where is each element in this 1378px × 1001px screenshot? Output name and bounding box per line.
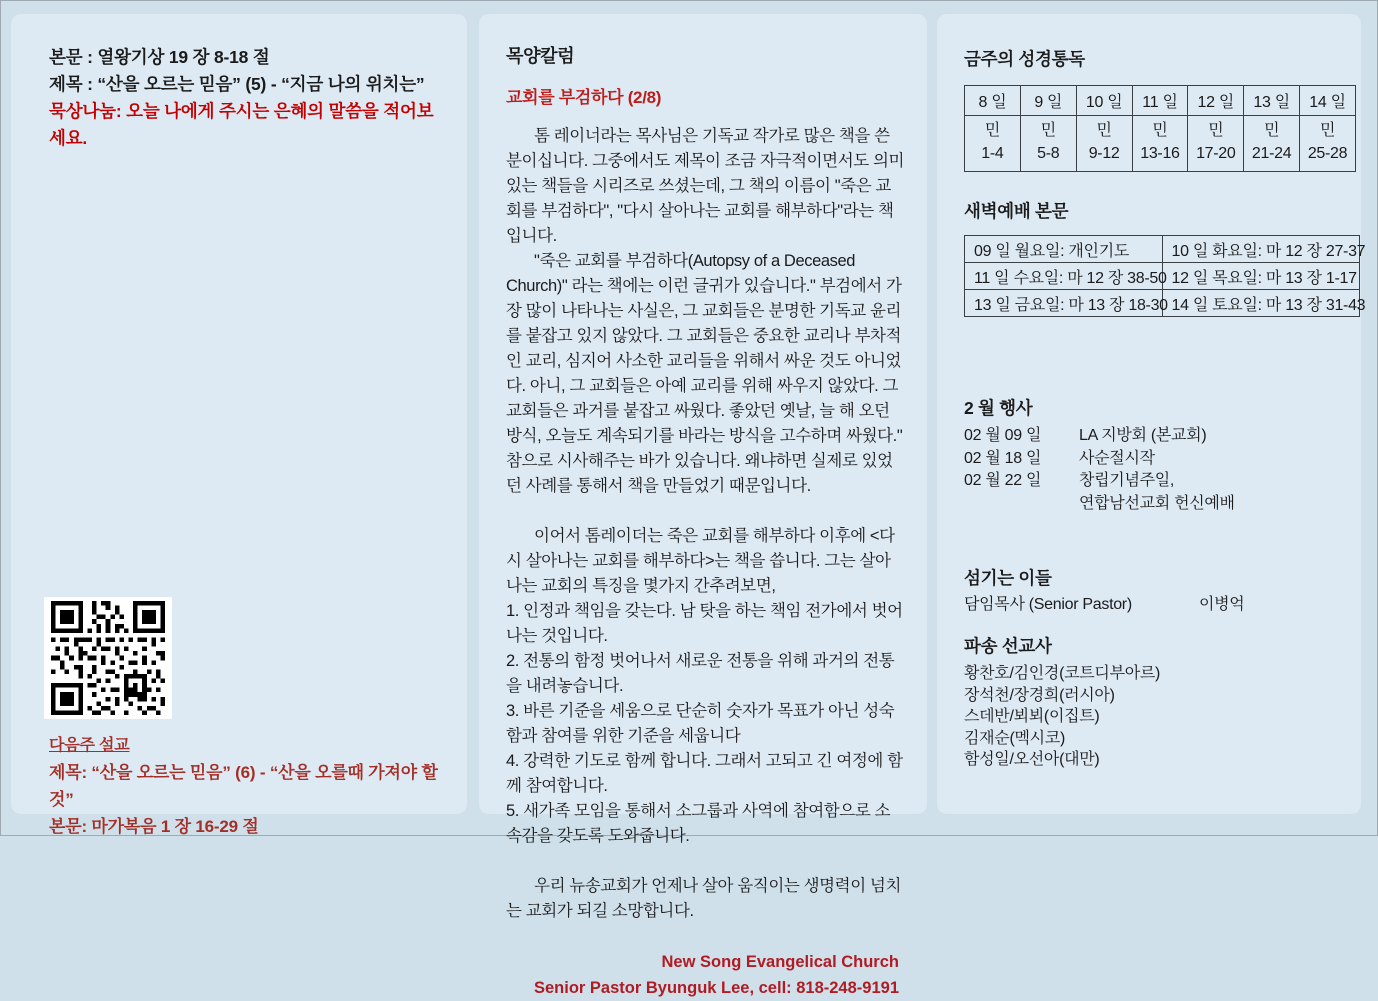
dawn-cell: 10 일 화요일: 마 12 장 27-37 — [1162, 236, 1360, 263]
event-date: 02 월 09 일 — [964, 427, 1042, 444]
article-body — [506, 124, 905, 924]
reading-passage: 민 13-16 — [1132, 116, 1188, 172]
reading-passage: 민 25-28 — [1300, 116, 1356, 172]
reading-day: 8 일 — [965, 86, 1021, 116]
missionary-item: 함성일/오선아(대만) — [964, 751, 1100, 768]
pastor-contact: Senior Pastor Byunguk Lee, cell: 818-248-9191 — [534, 979, 899, 997]
missionary-list — [964, 663, 1347, 771]
servant-name: 이병억 — [1199, 596, 1245, 613]
reading-passage-row — [965, 116, 1356, 172]
qr-code — [44, 597, 172, 719]
sermon-title: 제목 : “산을 오르는 믿음” (5) - “지금 나의 위치는” — [49, 74, 425, 94]
reading-passage: 민 5-8 — [1020, 116, 1076, 172]
reading-day: 11 일 — [1132, 86, 1188, 116]
servant-role: 담임목사 (Senior Pastor) — [964, 596, 1132, 613]
paragraph-gap — [506, 849, 905, 874]
dawn-row — [965, 263, 1360, 290]
dawn-cell: 12 일 목요일: 마 13 장 1-17 — [1162, 263, 1360, 290]
dawn-cell: 13 일 금요일: 마 13 장 18-30 — [965, 290, 1163, 317]
column-heading: 목양칼럼 — [506, 46, 575, 66]
reading-passage: 민 21-24 — [1244, 116, 1300, 172]
event-desc: 창립기념주일, 연합남선교회 헌신예배 — [1079, 472, 1235, 512]
event-row — [964, 470, 1347, 515]
article-paragraph: 이어서 톰레이더는 죽은 교회를 해부하다 이후에 <다시 살아나는 교회를 해부하다>는 책을 씁니다. 그는 살아나는 교회의 특징을 몇가지 간추려보면, — [506, 527, 895, 595]
sermon-scripture: 본문 : 열왕기상 19 장 8-18 절 — [49, 47, 270, 67]
event-row — [964, 448, 1347, 471]
dawn-cell: 14 일 토요일: 마 13 장 31-43 — [1162, 290, 1360, 317]
next-week-scripture: 본문: 마가복음 1 장 16-29 절 — [49, 817, 259, 836]
dawn-row — [965, 290, 1360, 317]
dawn-cell: 11 일 수요일: 마 12 장 38-50 — [965, 263, 1163, 290]
reading-day: 14 일 — [1300, 86, 1356, 116]
article-title: 교회를 부검하다 (2/8) — [506, 88, 662, 107]
left-page — [11, 14, 467, 836]
center-page — [479, 14, 927, 997]
right-page — [937, 14, 1366, 814]
article-list-item: 2. 전통의 함정 벗어나서 새로운 전통을 위해 과거의 전통을 내려놓습니다. — [506, 652, 895, 695]
missionary-item: 장석천/장경희(러시아) — [964, 686, 1115, 704]
missionaries-heading: 파송 선교사 — [964, 636, 1052, 656]
reading-passage: 민 1-4 — [965, 116, 1021, 172]
reading-day: 9 일 — [1020, 86, 1076, 116]
article-paragraph: "죽은 교회를 부검하다(Autopsy of a Deceased Church)" 라는 책에는 이런 글귀가 있습니다." 부검에서 가장 많이 나타나는 사실은, 그 교회들은 분명한 기독교 윤리를 붙잡고 있지 않았다. 그 교회들은 중요한 교리나 부차적인 교리, 심지어 사소한 교리들을 위해서 싸운 것도 아니었다. 아니, 그 교회들은 아예 교리를 위해 싸우지 않았다. 그 교회들은 과거를 붙잡고 싸웠다. 좋았던 옛날, 늘 해 오던 방식, 오늘도 계속되기를 바라는 방식을 고수하며 싸웠다." 참으로 시사해주는 바가 있습니다. 왜냐하면 실제로 있었던 사례를 통해서 책을 만들었기 때문입니다. — [506, 252, 903, 495]
event-desc: LA 지방회 (본교회) — [1079, 427, 1207, 444]
event-row — [964, 425, 1347, 448]
next-week-title: 제목: “산을 오르는 믿음” (6) - “산을 오를때 가져야 할 것” — [49, 763, 438, 809]
events-list — [964, 425, 1347, 515]
reading-day: 13 일 — [1244, 86, 1300, 116]
dawn-row — [965, 236, 1360, 263]
bible-reading-table — [964, 85, 1356, 172]
church-name: New Song Evangelical Church — [661, 953, 899, 971]
missionary-item: 김재순(멕시코) — [964, 729, 1065, 747]
qr-code-image — [51, 601, 165, 715]
article-paragraph: 톰 레이너라는 목사님은 기독교 작가로 많은 책을 쓴 분이십니다. 그중에서도 제목이 조금 자극적이면서도 의미있는 책들을 시리즈로 쓰셨는데, 그 책의 이름이 "죽은 교회를 부검하다", "다시 살아나는 교회를 해부하다"라는 책입니다. — [506, 127, 905, 245]
article-list-item: 4. 강력한 기도로 함께 합니다. 그래서 고되고 긴 여정에 함께 참여합니다. — [506, 752, 903, 795]
bible-reading-heading: 금주의 성경통독 — [964, 49, 1085, 69]
church-signature — [506, 949, 905, 1001]
article-list-item: 3. 바른 기준을 세움으로 단순히 숫자가 목표가 아닌 성숙함과 참여를 위한 기준을 세웁니다 — [506, 702, 895, 745]
reading-day: 12 일 — [1188, 86, 1244, 116]
reading-passage: 민 17-20 — [1188, 116, 1244, 172]
event-desc: 사순절시작 — [1079, 449, 1155, 467]
reading-passage: 민 9-12 — [1076, 116, 1132, 172]
dawn-cell: 09 일 월요일: 개인기도 — [965, 236, 1163, 263]
missionary-item: 황찬호/김인경(코트디부아르) — [964, 665, 1161, 682]
next-week-heading: 다음주 설교 — [49, 737, 130, 754]
events-heading: 2 월 행사 — [964, 398, 1033, 418]
reading-day-row — [965, 86, 1356, 116]
dawn-service-heading: 새벽예배 본문 — [964, 201, 1069, 221]
event-date: 02 월 18 일 — [964, 449, 1042, 467]
event-date: 02 월 22 일 — [964, 472, 1042, 489]
dawn-service-table — [964, 235, 1366, 317]
paragraph-gap — [506, 499, 905, 524]
next-week-sermon — [49, 732, 447, 840]
reading-day: 10 일 — [1076, 86, 1132, 116]
meditation-note: 묵상나눔: 오늘 나에게 주시는 은혜의 말씀을 적어보세요. — [49, 101, 434, 148]
article-list-item: 1. 인정과 책임을 갖는다. 남 탓을 하는 책임 전가에서 벗어나는 것입니다. — [506, 602, 903, 645]
article-list-item: 5. 새가족 모임을 통해서 소그룹과 사역에 참여함으로 소속감을 갖도록 도와줍니다. — [506, 802, 891, 845]
servants-heading: 섬기는 이들 — [964, 568, 1052, 588]
article-closing: 우리 뉴송교회가 언제나 살아 움직이는 생명력이 넘치는 교회가 되길 소망합니다. — [506, 877, 902, 920]
servant-row — [964, 594, 1347, 616]
today-sermon-info — [49, 44, 447, 152]
missionary-item: 스데반/뵈뵈(이집트) — [964, 708, 1100, 725]
